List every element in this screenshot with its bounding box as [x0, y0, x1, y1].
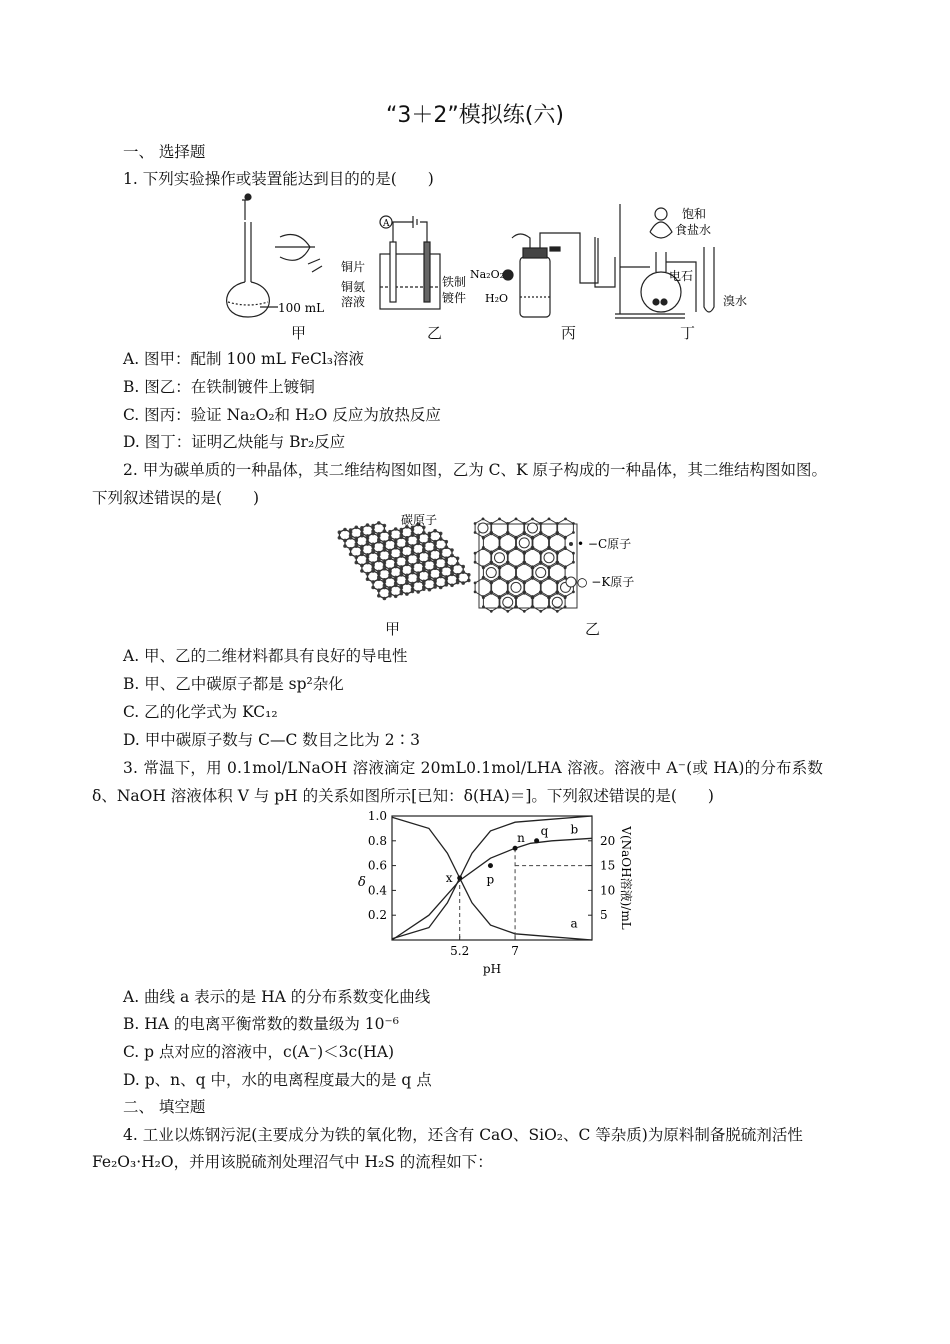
titration-chart: [350, 808, 640, 978]
q2-caption-yi: 乙: [585, 620, 601, 638]
kc-lattice: [474, 518, 577, 613]
point-label-x: x: [445, 871, 453, 885]
q1-caption-bing: 丙: [561, 324, 577, 342]
apparatus-ding: [615, 204, 714, 318]
apparatus-bing: [503, 233, 615, 317]
y-tick-label: 0.8: [367, 833, 387, 848]
point-label-p: p: [486, 872, 495, 887]
label-stone: 电石: [669, 269, 694, 283]
label-carbon: 碳原子: [401, 513, 438, 527]
page-title: “3＋2”模拟练(六): [386, 103, 564, 128]
q2-stem-line1: 2. 甲为碳单质的一种晶体，其二维结构图如图，乙为 C、K 原子构成的一种晶体，其二维结构图如图。: [123, 461, 828, 479]
label-sat2: 食盐水: [675, 223, 712, 237]
y-tick-label: 1.0: [367, 809, 387, 823]
q4-stem-line2: Fe₂O₃·H₂O，并用该脱硫剂处理沼气中 H₂S 的流程如下：: [92, 1153, 493, 1171]
y2-tick-label: 10: [600, 883, 616, 898]
c-hex: [516, 564, 532, 582]
q2-caption-jia: 甲: [385, 620, 401, 638]
ammeter-label: A: [383, 219, 390, 229]
c-hex: [500, 534, 516, 552]
k-atom: [519, 538, 529, 548]
label-fe1: 铁制: [442, 275, 467, 289]
graphene-lattice: [338, 521, 471, 600]
q1-apparatus-figure: [220, 192, 760, 342]
section-choice-heading: 一、 选择题: [123, 143, 206, 161]
point-label-n: n: [517, 831, 525, 846]
k-atom: [495, 553, 505, 563]
x-axis-label: pH: [482, 962, 502, 976]
label-sat1: 饱和: [682, 207, 707, 221]
k-atom: [544, 553, 554, 563]
q1-option-b: B. 图乙：在铁制镀件上镀铜: [123, 378, 315, 396]
section-fill-heading: 二、 填空题: [123, 1098, 206, 1116]
q3-stem-line1: 3. 常温下，用 0.1mol/LNaOH 溶液滴定 20mL0.1mol/LHA 溶液。溶液中 A⁻(或 HA)的分布系数: [123, 759, 824, 777]
c-hex: [541, 519, 557, 537]
q3-option-c: C. p 点对应的溶液中，c(A⁻)＜3c(HA): [123, 1043, 395, 1061]
q1-stem: 1. 下列实验操作或装置能达到目的的是( ): [123, 170, 434, 188]
y2-tick-label: 5: [600, 908, 608, 923]
c-hex: [508, 549, 524, 567]
k-atom: [552, 597, 562, 607]
label-na2o2: Na₂O₂: [470, 268, 505, 281]
legend-c-dot: [569, 542, 573, 546]
c-hex: [492, 519, 508, 537]
c-hex: [549, 564, 565, 582]
q2-lattice-figure: [335, 510, 655, 620]
label-fe2: 镀件: [442, 291, 467, 305]
q1-option-a: A. 图甲：配制 100 mL FeCl₃溶液: [123, 350, 365, 368]
k-atom: [528, 523, 538, 533]
c-hex: [492, 578, 508, 596]
k-atom: [478, 523, 488, 533]
y2-tick-label: 15: [600, 858, 616, 873]
q2-option-c: C. 乙的化学式为 KC₁₂: [123, 703, 278, 721]
q3-option-a: A. 曲线 a 表示的是 HA 的分布系数变化曲线: [123, 988, 431, 1006]
q3-stem-line2: δ、NaOH 溶液体积 V 与 pH 的关系如图所示[已知：δ(HA)＝]。下列叙述错误的是( ): [92, 787, 714, 805]
k-atom: [503, 597, 513, 607]
q4-stem-line1: 4. 工业以炼钢污泥(主要成分为铁的氧化物，还含有 CaO、SiO₂、C 等杂质)为原料制备脱硫剂活性: [123, 1126, 803, 1144]
c-hex: [516, 593, 532, 611]
point-p: [488, 863, 493, 868]
label-cu-sol2: 溶液: [341, 295, 366, 309]
c-hex: [475, 549, 491, 567]
k-atom: [486, 568, 496, 578]
q1-caption-ding: 丁: [680, 324, 696, 342]
c-hex: [533, 534, 549, 552]
q2-stem-line2: 下列叙述错误的是( ): [92, 489, 260, 507]
q2-option-b: B. 甲、乙中碳原子都是 sp²杂化: [123, 675, 344, 693]
label-cu-plate: 铜片: [341, 260, 366, 274]
q3-option-b: B. HA 的电离平衡常数的数量级为 10⁻⁶: [123, 1015, 399, 1033]
legend-k-atom: ○ −K原子: [577, 575, 635, 589]
c-hex: [525, 578, 541, 596]
c-hex: [558, 519, 574, 537]
c-hex: [558, 549, 574, 567]
point-n: [513, 846, 518, 851]
c-hex: [483, 534, 499, 552]
y-tick-label: 0.4: [367, 883, 387, 898]
series-V: [392, 838, 592, 940]
c-hex: [483, 593, 499, 611]
c-hex: [533, 593, 549, 611]
q1-option-c: C. 图丙：验证 Na₂O₂和 H₂O 反应为放热反应: [123, 406, 441, 424]
k-atom: [511, 582, 521, 592]
label-h2o: H₂O: [485, 292, 509, 305]
c-hex: [541, 578, 557, 596]
c-hex: [525, 549, 541, 567]
q1-caption-yi: 乙: [427, 324, 443, 342]
series-b-label: b: [570, 822, 579, 837]
c-hex: [500, 564, 516, 582]
y2-axis-label: V(NaOH溶液)/mL: [619, 826, 633, 930]
label-cu-sol1: 铜氨: [341, 280, 366, 294]
q3-option-d: D. p、n、q 中，水的电离程度最大的是 q 点: [123, 1071, 432, 1089]
point-q: [534, 838, 539, 843]
y-tick-label: 0.2: [367, 908, 387, 923]
c-hex: [475, 578, 491, 596]
point-label-q: q: [540, 823, 549, 838]
label-100ml: 100 mL: [278, 301, 325, 315]
y-tick-label: 0.6: [367, 858, 387, 873]
q2-option-a: A. 甲、乙的二维材料都具有良好的导电性: [123, 647, 408, 665]
x-tick-label: 5.2: [450, 944, 470, 958]
legend-c-atom: • −C原子: [577, 537, 632, 551]
y-axis-label: δ: [358, 875, 366, 890]
point-x: [457, 876, 462, 881]
q2-option-d: D. 甲中碳原子数与 C—C 数目之比为 2∶3: [123, 731, 420, 749]
q1-caption-jia: 甲: [291, 324, 307, 342]
y2-tick-label: 20: [600, 833, 616, 848]
cell-yi: [380, 216, 440, 309]
legend-k-circle: [566, 577, 576, 587]
c-hex: [508, 519, 524, 537]
c-hex: [549, 534, 565, 552]
flask-jia: [227, 194, 325, 317]
k-atom: [536, 568, 546, 578]
x-tick-label: 7: [511, 944, 519, 958]
q1-option-d: D. 图丁：证明乙炔能与 Br₂反应: [123, 433, 346, 451]
label-br: 溴水: [723, 294, 748, 308]
series-a-label: a: [570, 916, 578, 931]
